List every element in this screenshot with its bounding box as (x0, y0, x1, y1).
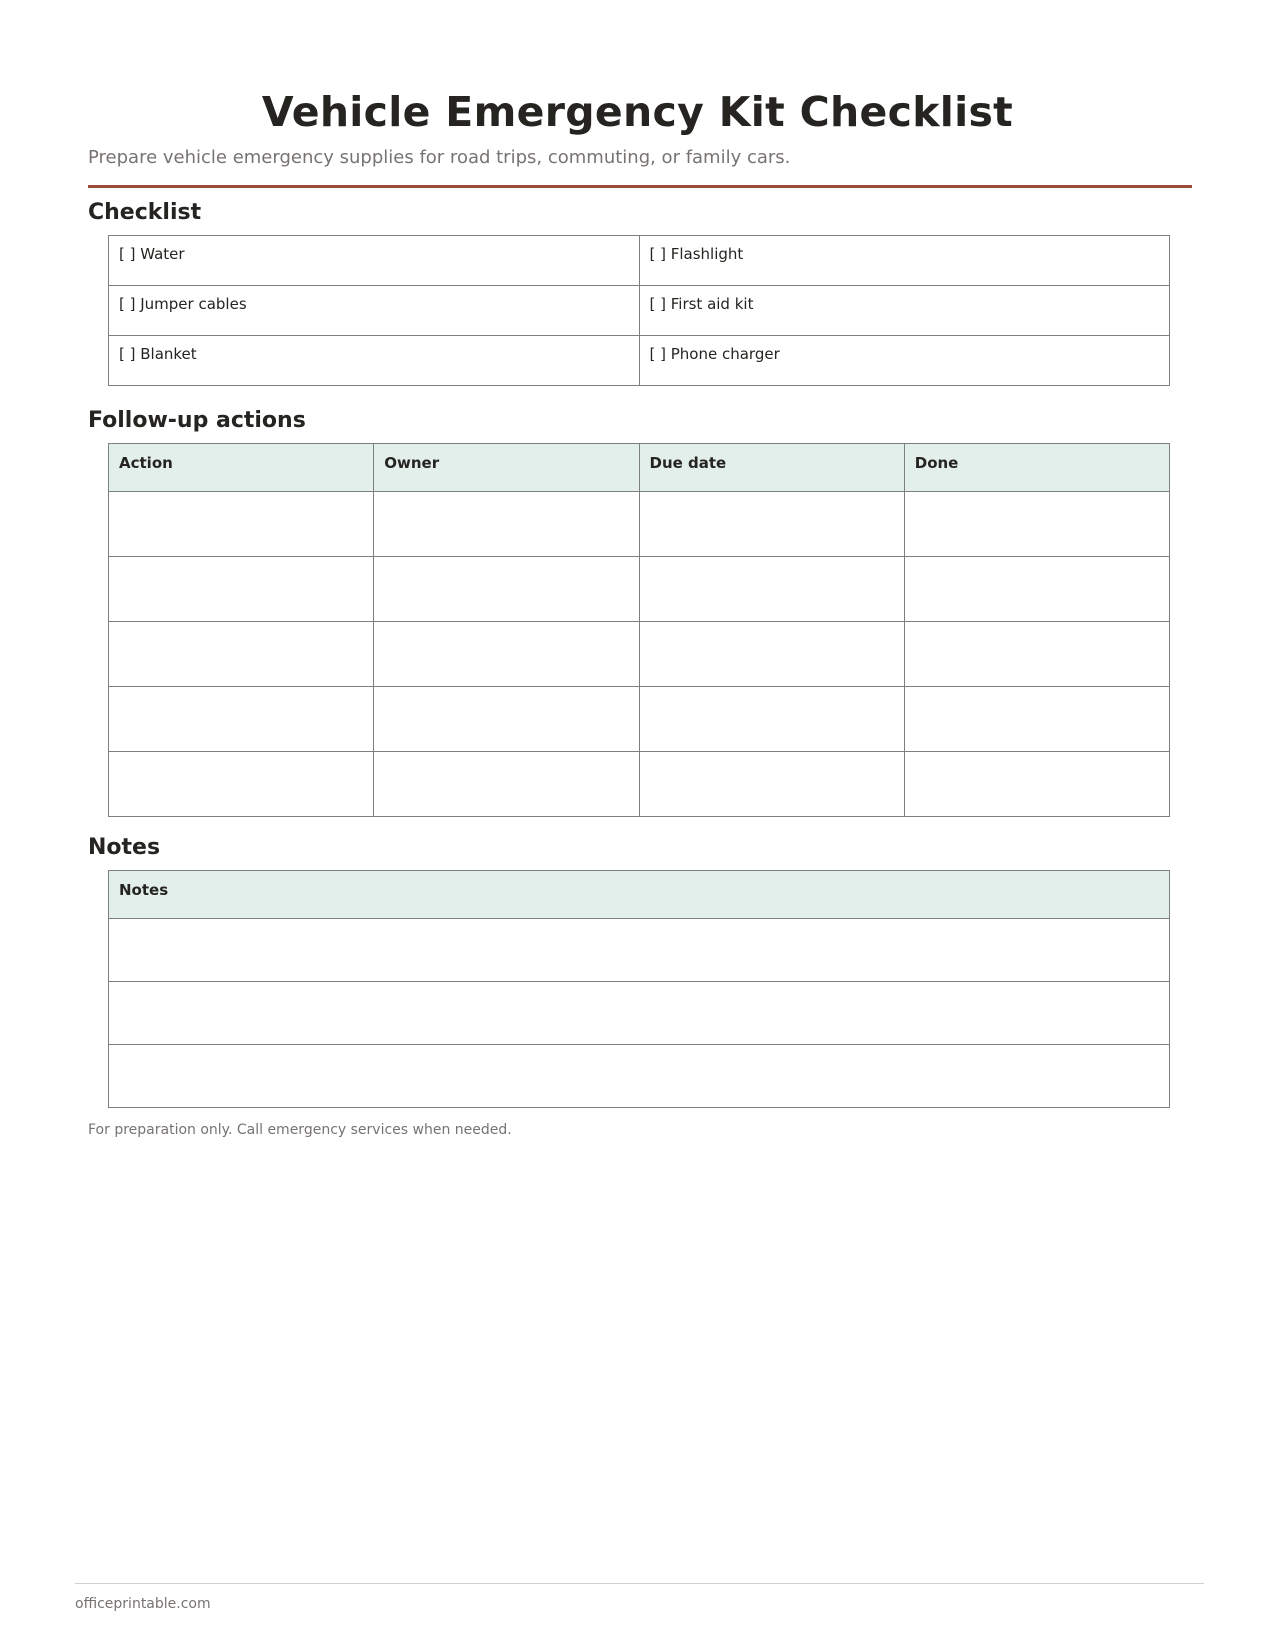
table-row (109, 622, 1170, 687)
due-date-cell[interactable] (639, 752, 904, 817)
table-row (109, 1045, 1170, 1108)
done-cell[interactable] (904, 752, 1169, 817)
notes-table (108, 870, 1170, 1108)
checklist-row (109, 286, 1170, 336)
table-row (109, 752, 1170, 817)
notes-cell[interactable] (109, 982, 1170, 1045)
checklist-item[interactable]: [ ] Jumper cables (109, 286, 640, 336)
action-cell[interactable] (109, 687, 374, 752)
page-title: Vehicle Emergency Kit Checklist (261, 88, 1014, 136)
done-cell[interactable] (904, 622, 1169, 687)
table-row (109, 919, 1170, 982)
table-row (109, 982, 1170, 1045)
owner-cell[interactable] (374, 622, 639, 687)
done-cell[interactable] (904, 687, 1169, 752)
due-date-cell[interactable] (639, 687, 904, 752)
checklist-item[interactable]: [ ] Flashlight (639, 236, 1170, 286)
action-cell[interactable] (109, 622, 374, 687)
column-header-notes: Notes (109, 871, 1170, 919)
checklist-heading: Checklist (88, 200, 202, 225)
action-cell[interactable] (109, 492, 374, 557)
checklist-item[interactable]: [ ] Water (109, 236, 640, 286)
page-subtitle: Prepare vehicle emergency supplies for road trips, commuting, or family cars. (88, 147, 791, 168)
checklist-item[interactable]: [ ] Phone charger (639, 336, 1170, 386)
table-header-row (109, 444, 1170, 492)
checklist-item[interactable]: [ ] Blanket (109, 336, 640, 386)
action-cell[interactable] (109, 557, 374, 622)
column-header-done: Done (904, 444, 1169, 492)
footer-source: officeprintable.com (75, 1596, 211, 1612)
column-header-action: Action (109, 444, 374, 492)
due-date-cell[interactable] (639, 492, 904, 557)
done-cell[interactable] (904, 492, 1169, 557)
notes-cell[interactable] (109, 919, 1170, 982)
owner-cell[interactable] (374, 752, 639, 817)
table-row (109, 557, 1170, 622)
owner-cell[interactable] (374, 492, 639, 557)
notes-heading: Notes (88, 835, 161, 860)
checklist-table (108, 235, 1170, 386)
due-date-cell[interactable] (639, 557, 904, 622)
title-divider (88, 185, 1192, 188)
action-cell[interactable] (109, 752, 374, 817)
owner-cell[interactable] (374, 557, 639, 622)
done-cell[interactable] (904, 557, 1169, 622)
checklist-row (109, 236, 1170, 286)
followup-heading: Follow-up actions (88, 408, 306, 433)
table-row (109, 492, 1170, 557)
column-header-due-date: Due date (639, 444, 904, 492)
owner-cell[interactable] (374, 687, 639, 752)
notes-cell[interactable] (109, 1045, 1170, 1108)
table-row (109, 687, 1170, 752)
due-date-cell[interactable] (639, 622, 904, 687)
followup-table (108, 443, 1170, 817)
footer-divider (75, 1583, 1204, 1584)
column-header-owner: Owner (374, 444, 639, 492)
table-header-row (109, 871, 1170, 919)
disclaimer-text: For preparation only. Call emergency services when needed. (88, 1122, 512, 1138)
checklist-row (109, 336, 1170, 386)
checklist-item[interactable]: [ ] First aid kit (639, 286, 1170, 336)
